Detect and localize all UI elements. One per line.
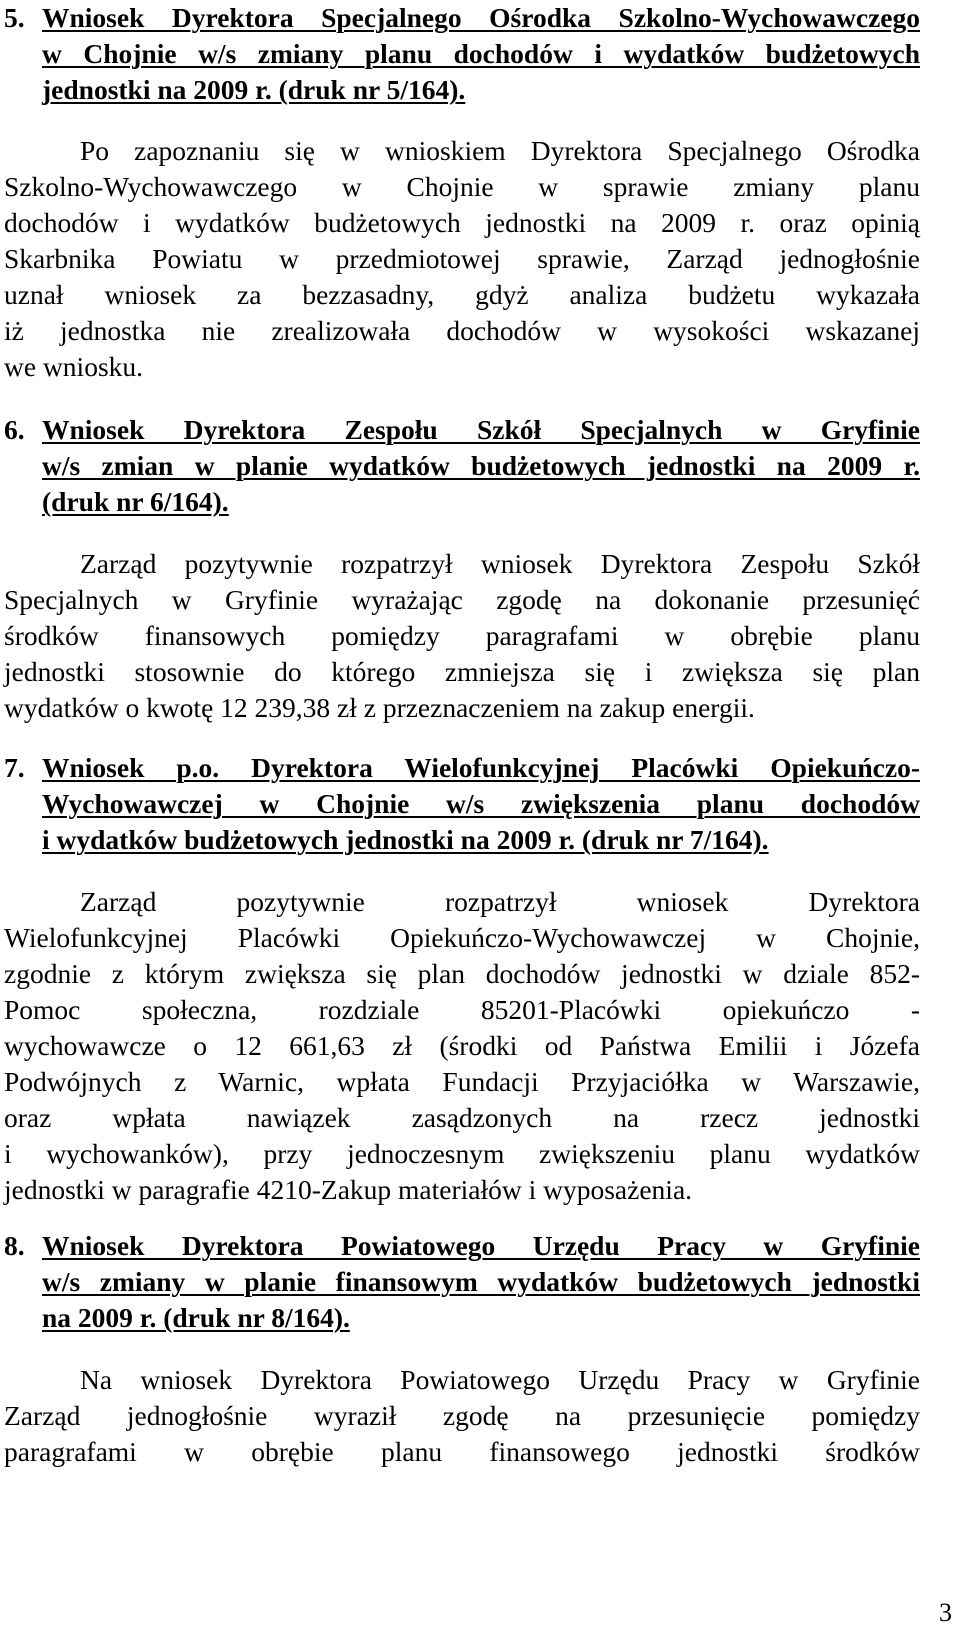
item-6-body-line: wydatków o kwotę 12 239,38 zł z przeznaczeniem na zakup energii. bbox=[4, 692, 755, 723]
item-8-heading-line-3: na 2009 r. (druk nr 8/164). bbox=[42, 1302, 350, 1333]
item-6-body-line: Zarząd pozytywnie rozpatrzył wniosek Dyrektora Zespołu Szkół bbox=[80, 548, 920, 579]
item-7-heading-line-1: Wniosek p.o. Dyrektora Wielofunkcyjnej Placówki Opiekuńczo- bbox=[42, 752, 920, 783]
item-8-heading-line-2: w/s zmiany w planie finansowym wydatków budżetowych jednostki bbox=[42, 1266, 920, 1297]
item-5-body-line: iż jednostka nie zrealizowała dochodów w wysokości wskazanej bbox=[4, 315, 920, 346]
item-7-body-line: oraz wpłata nawiązek zasądzonych na rzecz jednostki bbox=[4, 1102, 920, 1133]
item-8-body-line: paragrafami w obrębie planu finansowego jednostki środków bbox=[4, 1436, 920, 1467]
item-7-heading-line-2: Wychowawczej w Chojnie w/s zwiększenia planu dochodów bbox=[42, 788, 920, 819]
item-8-body-line: Na wniosek Dyrektora Powiatowego Urzędu Pracy w Gryfinie bbox=[80, 1364, 920, 1395]
item-5-body-line: Skarbnika Powiatu w przedmiotowej sprawie, Zarząd jednogłośnie bbox=[4, 243, 920, 274]
item-8-heading-line-1: Wniosek Dyrektora Powiatowego Urzędu Pracy w Gryfinie bbox=[42, 1230, 920, 1261]
item-6-heading-line-1: Wniosek Dyrektora Zespołu Szkół Specjalnych w Gryfinie bbox=[42, 414, 920, 445]
item-6-heading bbox=[4, 412, 920, 520]
item-7-heading-line-3: i wydatków budżetowych jednostki na 2009 r. (druk nr 7/164). bbox=[42, 824, 769, 855]
item-7-body-line: jednostki w paragrafie 4210-Zakup materiałów i wyposażenia. bbox=[4, 1174, 693, 1205]
item-6-body-line: Specjalnych w Gryfinie wyrażając zgodę na dokonanie przesunięć bbox=[4, 584, 920, 615]
item-5-body-line: dochodów i wydatków budżetowych jednostki na 2009 r. oraz opinią bbox=[4, 207, 920, 238]
item-7-body-line: Wielofunkcyjnej Placówki Opiekuńczo-Wychowawczej w Chojnie, bbox=[4, 922, 920, 953]
item-7-body-line: Podwójnych z Warnic, wpłata Fundacji Przyjaciółka w Warszawie, bbox=[4, 1066, 920, 1097]
item-8-body-line: Zarząd jednogłośnie wyraził zgodę na przesunięcie pomiędzy bbox=[4, 1400, 920, 1431]
item-5-heading bbox=[4, 0, 920, 108]
item-7-body-line: wychowawcze o 12 661,63 zł (środki od Państwa Emilii i Józefa bbox=[4, 1030, 920, 1061]
item-6-body bbox=[4, 546, 920, 726]
page-number: 3 bbox=[939, 1598, 952, 1627]
item-6-body-line: jednostki stosownie do którego zmniejsza się i zwiększa się plan bbox=[4, 656, 920, 687]
item-7-number: 7. bbox=[4, 752, 25, 783]
item-5-body bbox=[4, 133, 920, 385]
item-6-heading-line-3: (druk nr 6/164). bbox=[42, 486, 229, 517]
item-7-body bbox=[4, 884, 920, 1208]
item-7-body-line: Pomoc społeczna, rozdziale 85201-Placówki opiekuńczo - bbox=[4, 994, 920, 1025]
item-5-number: 5. bbox=[4, 2, 25, 33]
item-5-heading-line-2: w Chojnie w/s zmiany planu dochodów i wydatków budżetowych bbox=[42, 38, 920, 69]
item-5-body-line: Szkolno-Wychowawczego w Chojnie w sprawie zmiany planu bbox=[4, 171, 920, 202]
item-6-heading-line-2: w/s zmian w planie wydatków budżetowych jednostki na 2009 r. bbox=[42, 450, 920, 481]
item-6-body-line: środków finansowych pomiędzy paragrafami w obrębie planu bbox=[4, 620, 920, 651]
item-7-body-line: zgodnie z którym zwiększa się plan dochodów jednostki w dziale 852- bbox=[4, 958, 920, 989]
item-7-heading bbox=[4, 750, 920, 858]
item-5-heading-line-3: jednostki na 2009 r. (druk nr 5/164). bbox=[42, 74, 466, 105]
item-5-heading-line-1: Wniosek Dyrektora Specjalnego Ośrodka Szkolno-Wychowawczego bbox=[42, 2, 920, 33]
item-5-body-line: we wniosku. bbox=[4, 351, 144, 382]
item-5-body-line: Po zapoznaniu się w wnioskiem Dyrektora Specjalnego Ośrodka bbox=[80, 135, 920, 166]
item-8-number: 8. bbox=[4, 1230, 25, 1261]
item-6-number: 6. bbox=[4, 414, 25, 445]
item-7-body-line: Zarząd pozytywnie rozpatrzył wniosek Dyrektora bbox=[80, 886, 920, 917]
item-5-body-line: uznał wniosek za bezzasadny, gdyż analiza budżetu wykazała bbox=[4, 279, 920, 310]
item-8-body bbox=[4, 1362, 920, 1470]
item-8-heading bbox=[4, 1228, 920, 1336]
item-7-body-line: i wychowanków), przy jednoczesnym zwiększeniu planu wydatków bbox=[4, 1138, 920, 1169]
